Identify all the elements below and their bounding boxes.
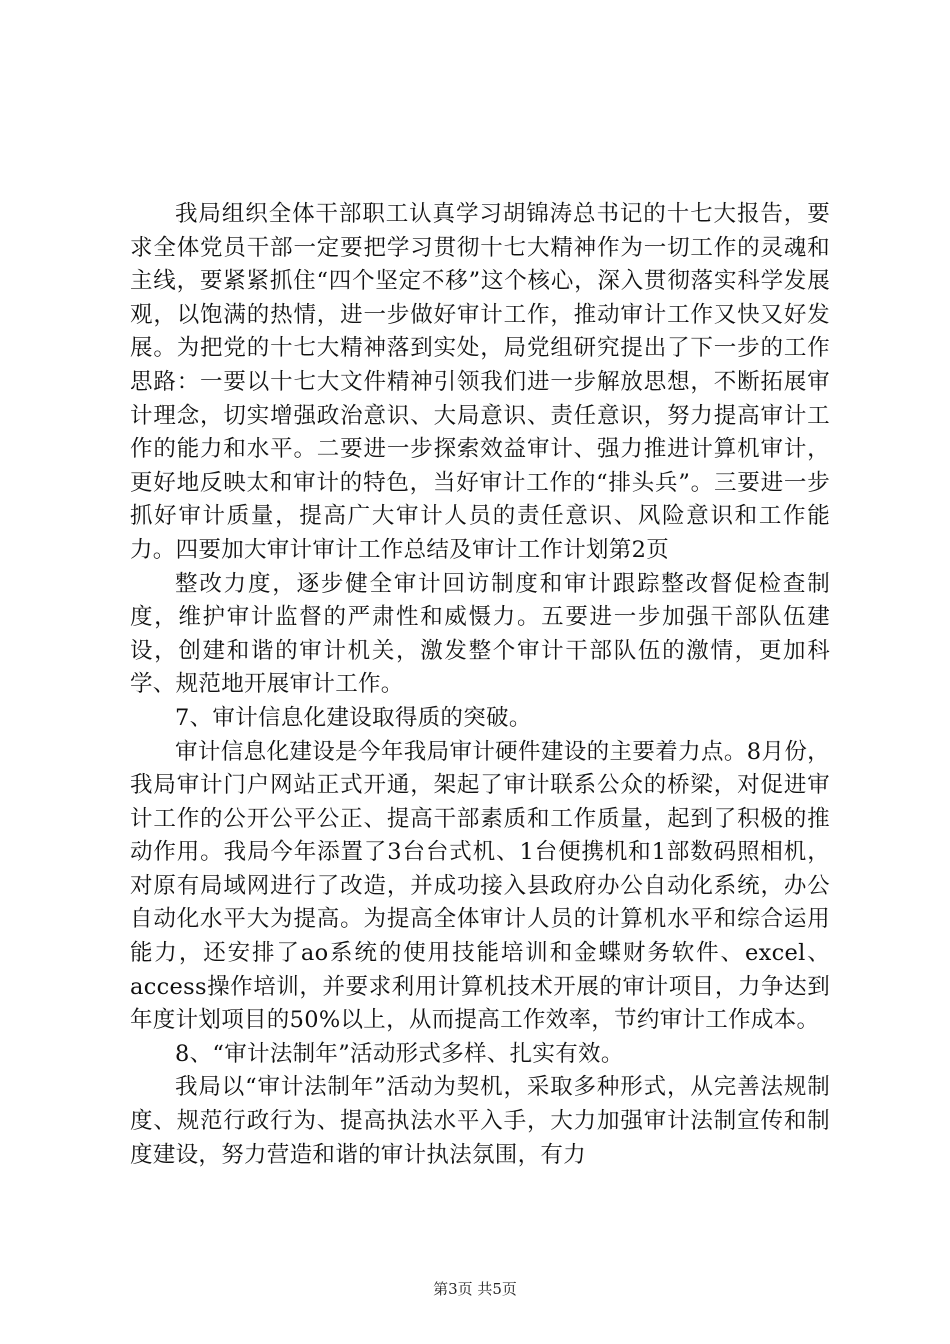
heading-informatization: 7、审计信息化建设取得质的突破。 bbox=[175, 704, 532, 731]
paragraph-informatization: 审计信息化建设是今年我局审计硬件建设的主要着力点。8月份，我局审计门户网站正式开通，架起了审计联系公众的桥梁，对促进审计工作的公开公平公正、提高干部素质和工作质量，起到了积极的推动作用。我局今年添置了3台台式机、1台便携机和1部数码照相机，对原有局域网进行了改造，并成功接入县政府办公自动化系统，办公自动化水平大为提高。为提高全体审计人员的计算机水平和综合运用能力，还安排了ao系统的使用技能培训和金蝶财务软件、excel、access操作培训，并要求利用计算机技术开展的审计项目，力争达到年度计划项目的50%以上，从而提高工作效率，节约审计工作成本。 bbox=[130, 738, 830, 1034]
page-footer: 第3页 共5页 bbox=[433, 1280, 517, 1298]
heading-legal-year: 8、“审计法制年”活动形式多样、扎实有效。 bbox=[175, 1040, 624, 1067]
document-body bbox=[130, 198, 830, 1172]
paragraph-study-report: 我局组织全体干部职工认真学习胡锦涛总书记的十七大报告，要求全体党员干部一定要把学习贯彻十七大精神作为一切工作的灵魂和主线，要紧紧抓住“四个坚定不移”这个核心，深入贯彻落实科学发展观，以饱满的热情，进一步做好审计工作，推动审计工作又快又好发展。为把党的十七大精神落到实处，局党组研究提出了下一步的工作思路：一要以十七大文件精神引领我们进一步解放思想，不断拓展审计理念，切实增强政治意识、大局意识、责任意识，努力提高审计工作的能力和水平。二要进一步探索效益审计、强力推进计算机审计，更好地反映太和审计的特色，当好审计工作的“排头兵”。三要进一步抓好审计质量，提高广大审计人员的责任意识、风险意识和工作能力。四要加大审计审计工作总结及审计工作计划第2页 bbox=[130, 201, 830, 563]
paragraph-rectification: 整改力度，逐步健全审计回访制度和审计跟踪整改督促检查制度，维护审计监督的严肃性和威慑力。五要进一步加强干部队伍建设，创建和谐的审计机关，激发整个审计干部队伍的激情，更加科学、规范地开展审计工作。 bbox=[130, 570, 830, 698]
paragraph-legal-year: 我局以“审计法制年”活动为契机，采取多种形式，从完善法规制度、规范行政行为、提高执法水平入手，大力加强审计法制宣传和制度建设，努力营造和谐的审计执法氛围，有力 bbox=[130, 1074, 830, 1168]
